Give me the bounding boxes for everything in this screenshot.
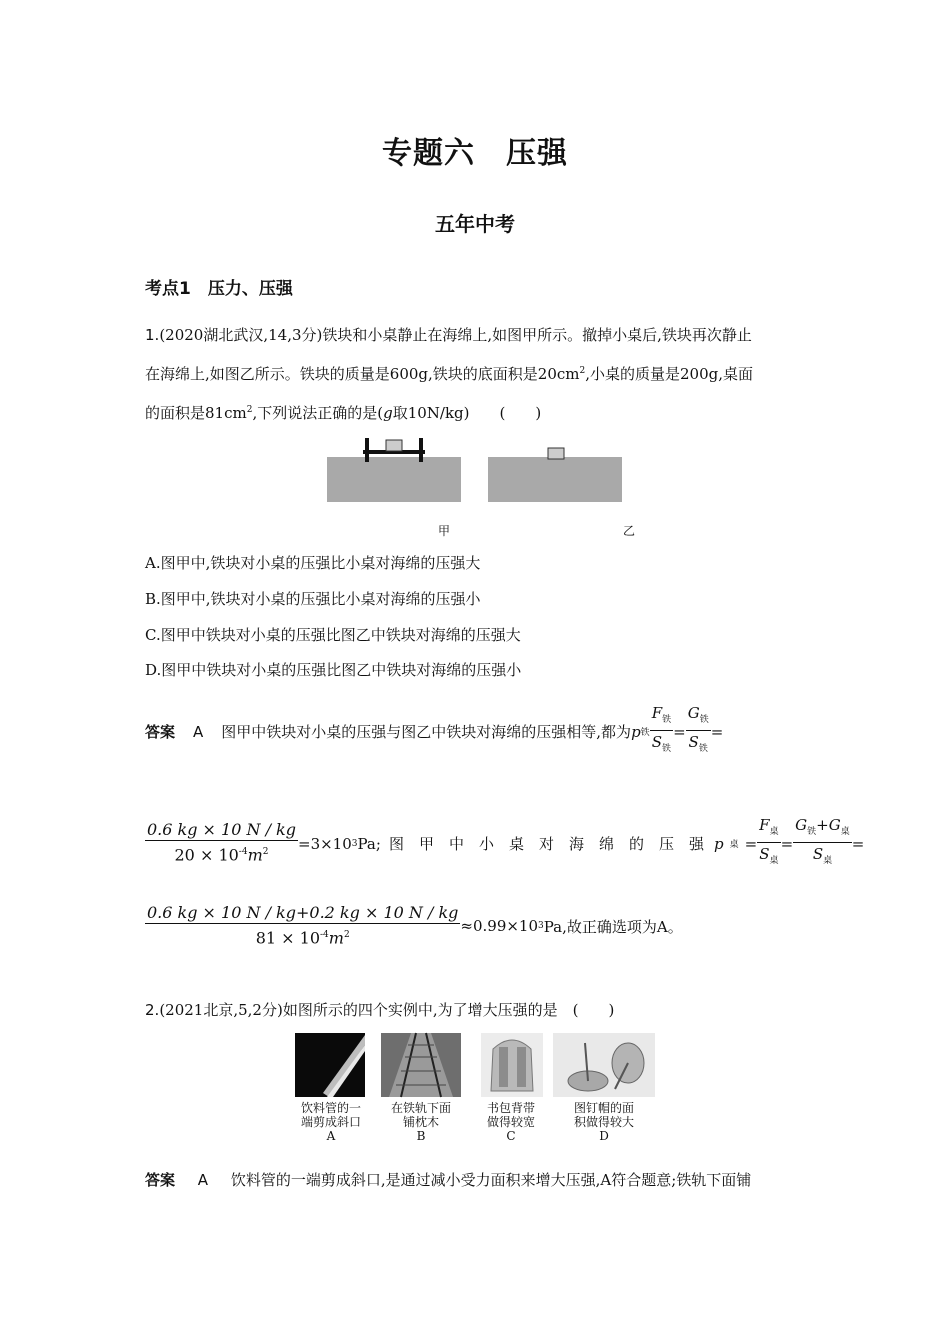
subscript: 桌	[769, 856, 779, 866]
iron-block-b	[548, 448, 564, 459]
caption-b	[381, 1101, 461, 1143]
thumbtack-image	[553, 1033, 655, 1097]
answer-1-line-2	[145, 815, 865, 872]
plus-sign: +	[816, 816, 829, 834]
variable-p: p	[713, 834, 724, 853]
fraction-g-sum-over-s	[793, 815, 852, 872]
question-number: 1.	[145, 326, 160, 344]
subscript: 桌	[769, 827, 779, 837]
numerator: 0.6 kg × 10 N / kg+0.2 kg × 10 N / kg	[147, 903, 459, 922]
figure-label-a: 甲	[438, 524, 451, 538]
variable-s: S	[688, 733, 699, 751]
unit: m	[328, 928, 344, 948]
page-title: 专题六 压强	[382, 136, 568, 171]
subscript: 铁	[807, 827, 817, 837]
fraction-f-over-s	[650, 703, 673, 760]
question-source: (2021北京,5,2分)	[159, 1001, 283, 1019]
variable-f: F	[651, 704, 663, 722]
answer-label: 答案	[145, 1171, 176, 1189]
question-source: (2020湖北武汉,14,3分)	[159, 326, 323, 344]
figure-sponge-table	[320, 430, 630, 510]
caption-line: 在铁轨下面	[390, 1101, 451, 1115]
equals-sign: =	[744, 834, 758, 853]
question-1-line-3	[145, 392, 807, 431]
caption-letter: B	[416, 1129, 426, 1143]
caption-line: 端剪成斜口	[300, 1115, 361, 1129]
variable-g: g	[383, 404, 393, 422]
superscript: 2	[579, 366, 586, 376]
sponge-a	[327, 457, 461, 502]
fraction-calc-2	[145, 903, 460, 949]
subscript: 铁	[640, 728, 650, 738]
variable-s: S	[759, 845, 770, 863]
caption-line: 铺枕木	[402, 1115, 439, 1129]
variable-g: G	[795, 816, 808, 834]
superscript: -4	[320, 930, 329, 940]
superscript: 2	[343, 930, 350, 940]
question-1-line-2	[145, 353, 807, 392]
caption-letter: D	[599, 1129, 609, 1143]
subscript: 桌	[729, 840, 739, 850]
superscript: 2	[262, 847, 269, 858]
answer-choice: A	[193, 722, 204, 741]
option-a: A.图甲中,铁块对小桌的压强比小桌对海绵的压强大	[145, 554, 481, 572]
subscript: 铁	[698, 744, 708, 754]
caption-line: 书包背带	[486, 1101, 535, 1115]
section-heading: 考点1 压力、压强	[145, 279, 293, 299]
fraction-g-over-s	[686, 703, 711, 760]
figure-label-b: 乙	[623, 524, 636, 538]
subscript: 铁	[699, 715, 709, 725]
page-subtitle: 五年中考	[435, 212, 515, 236]
fraction-f-over-s-zhuo	[757, 815, 780, 872]
superscript: 3	[351, 838, 358, 849]
option-d: D.图甲中铁块对小桌的压强比图乙中铁块对海绵的压强小	[145, 661, 522, 679]
superscript: 2	[246, 405, 253, 415]
question-1	[145, 317, 807, 431]
result: =3×10	[298, 834, 352, 853]
caption-letter: A	[326, 1129, 336, 1143]
denominator: 20 × 10	[174, 845, 239, 865]
sponge-b	[488, 457, 622, 502]
railway-image	[381, 1033, 461, 1097]
option-b: B.图甲中,铁块对小桌的压强比小桌对海绵的压强小	[145, 590, 481, 608]
question-text: 如图所示的四个实例中,为了增大压强的是 ( )	[282, 1001, 615, 1019]
fraction-calc-1	[145, 820, 298, 866]
caption-a	[293, 1101, 369, 1143]
superscript: 3	[538, 921, 544, 932]
variable-g: G	[687, 704, 700, 722]
question-text: 在海绵上,如图乙所示。铁块的质量是600g,铁块的底面积是20cm	[145, 365, 580, 383]
variable-s: S	[651, 733, 663, 751]
equals-sign: =	[780, 834, 794, 853]
unit: Pa;	[357, 834, 381, 853]
result: ≈0.99×10	[460, 917, 539, 936]
answer-1-line-1	[145, 703, 815, 760]
answer-choice: A	[197, 1171, 209, 1189]
equals-sign: =	[710, 722, 724, 741]
answer-text: Pa,故正确选项为A。	[543, 917, 683, 936]
subscript: 铁	[662, 744, 672, 754]
caption-line: 做得较宽	[486, 1115, 535, 1129]
answer-1-line-3	[145, 903, 815, 949]
subscript: 桌	[823, 856, 833, 866]
variable-g: G	[828, 816, 841, 834]
option-c: C.图甲中铁块对小桌的压强比图乙中铁块对海绵的压强大	[145, 626, 521, 644]
variable-s: S	[812, 845, 824, 863]
variable-f: F	[759, 816, 770, 834]
answer-text: 图甲中铁块对小桌的压强与图乙中铁块对海绵的压强相等,都为	[221, 723, 632, 741]
straw-image	[295, 1033, 365, 1097]
caption-d	[553, 1101, 655, 1143]
figure-four-examples	[293, 1031, 658, 1099]
question-text: 的面积是81cm	[145, 404, 247, 422]
answer-2	[145, 1169, 815, 1190]
question-text: 取10N/kg) ( )	[392, 404, 542, 422]
question-1-line-1	[145, 317, 807, 353]
question-number: 2.	[145, 1001, 160, 1019]
question-text: ,小桌的质量是200g,桌面	[585, 365, 753, 383]
superscript: -4	[238, 847, 248, 858]
subscript: 桌	[840, 827, 850, 837]
backpack-image	[481, 1033, 543, 1097]
caption-c	[480, 1101, 542, 1143]
denominator: 81 × 10	[255, 928, 320, 948]
question-text: 铁块和小桌静止在海绵上,如图甲所示。撤掉小桌后,铁块再次静止	[322, 326, 752, 344]
question-text: ,下列说法正确的是(	[252, 404, 384, 422]
question-2	[145, 999, 614, 1020]
variable-p: p	[631, 722, 641, 741]
answer-text: 饮料管的一端剪成斜口,是通过减小受力面积来增大压强,A符合题意;铁轨下面铺	[230, 1171, 752, 1189]
iron-block-a	[386, 440, 402, 451]
caption-line: 图钉帽的面	[573, 1101, 634, 1115]
caption-letter: C	[506, 1129, 516, 1143]
caption-line: 积做得较大	[573, 1115, 634, 1129]
numerator: 0.6 kg × 10 N / kg	[147, 820, 296, 840]
unit: m	[247, 845, 263, 865]
equals-sign: =	[851, 834, 865, 853]
equals-sign: =	[673, 722, 686, 741]
answer-text: 图 甲 中 小 桌 对 海 绵 的 压 强	[388, 835, 704, 853]
answer-label: 答案	[145, 723, 176, 741]
subscript: 铁	[662, 715, 672, 725]
caption-line: 饮料管的一	[300, 1101, 361, 1115]
